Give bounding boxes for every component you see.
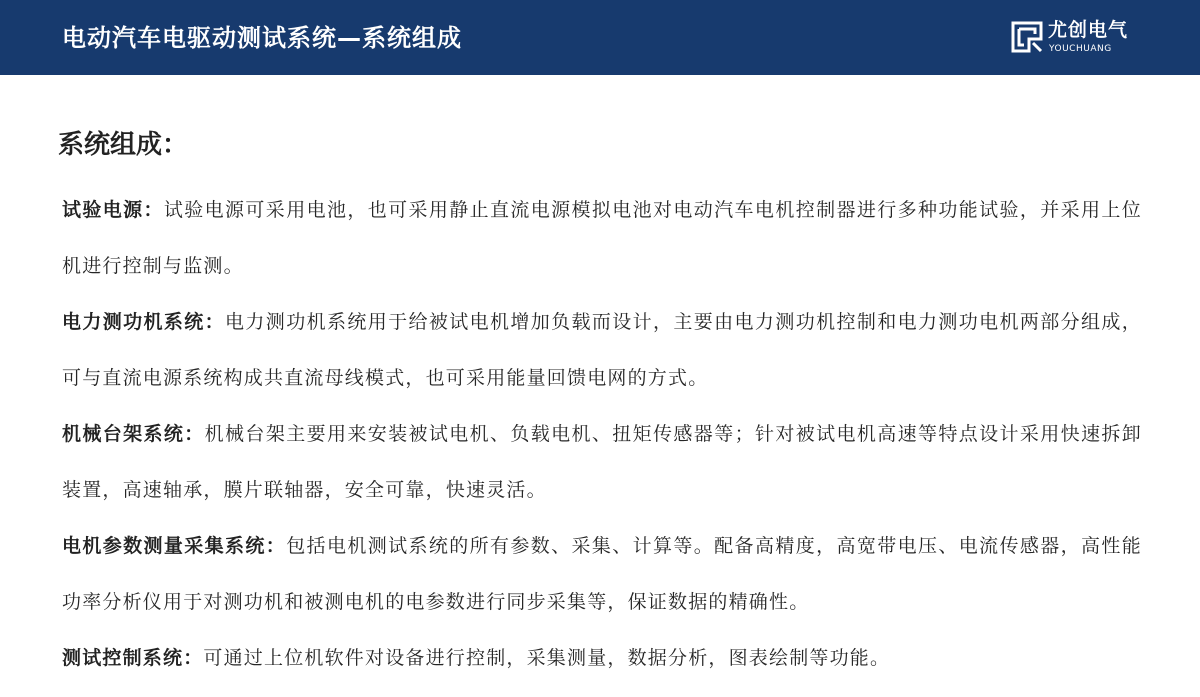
paragraph-text: 电力测功机系统用于给被试电机增加负载而设计，主要由电力测功机控制和电力测功电机两部分组成，可与直流电源系统构成共直流母线模式，也可采用能量回馈电网的方式。 bbox=[62, 311, 1142, 389]
logo-chinese-text: 尤创电气 bbox=[1048, 19, 1129, 41]
content-body bbox=[62, 182, 1142, 686]
paragraph-mechanical-bench bbox=[62, 406, 1142, 518]
paragraph-text: 机械台架主要用来安装被试电机、负载电机、扭矩传感器等；针对被试电机高速等特点设计采用快速拆卸装置，高速轴承，膜片联轴器，安全可靠，快速灵活。 bbox=[62, 423, 1143, 501]
header-bar bbox=[0, 0, 1200, 75]
paragraph-label: 测试控制系统： bbox=[62, 647, 204, 669]
paragraph-test-power bbox=[62, 182, 1142, 294]
paragraph-label: 机械台架系统： bbox=[62, 423, 205, 445]
logo-english-text: YOUCHUANG bbox=[1049, 44, 1112, 54]
paragraph-text: 可通过上位机软件对设备进行控制，采集测量，数据分析，图表绘制等功能。 bbox=[203, 647, 891, 669]
paragraph-test-control bbox=[62, 630, 1142, 686]
section-heading: 系统组成： bbox=[58, 130, 189, 160]
youchuang-logo-icon bbox=[1010, 20, 1044, 54]
paragraph-measurement bbox=[62, 518, 1142, 630]
paragraph-text: 包括电机测试系统的所有参数、采集、计算等。配备高精度，高宽带电压、电流传感器，高性能功率分析仪用于对测功机和被测电机的电参数进行同步采集等，保证数据的精确性。 bbox=[62, 535, 1142, 613]
paragraph-label: 电力测功机系统： bbox=[62, 311, 226, 333]
paragraph-text: 试验电源可采用电池，也可采用静止直流电源模拟电池对电动汽车电机控制器进行多种功能试验，并采用上位机进行控制与监测。 bbox=[62, 199, 1142, 277]
paragraph-label: 试验电源： bbox=[62, 199, 164, 221]
page-title: 电动汽车电驱动测试系统—系统组成 bbox=[62, 24, 462, 52]
paragraph-dynamometer bbox=[62, 294, 1142, 406]
company-logo bbox=[1010, 18, 1140, 58]
paragraph-label: 电机参数测量采集系统： bbox=[62, 535, 287, 557]
